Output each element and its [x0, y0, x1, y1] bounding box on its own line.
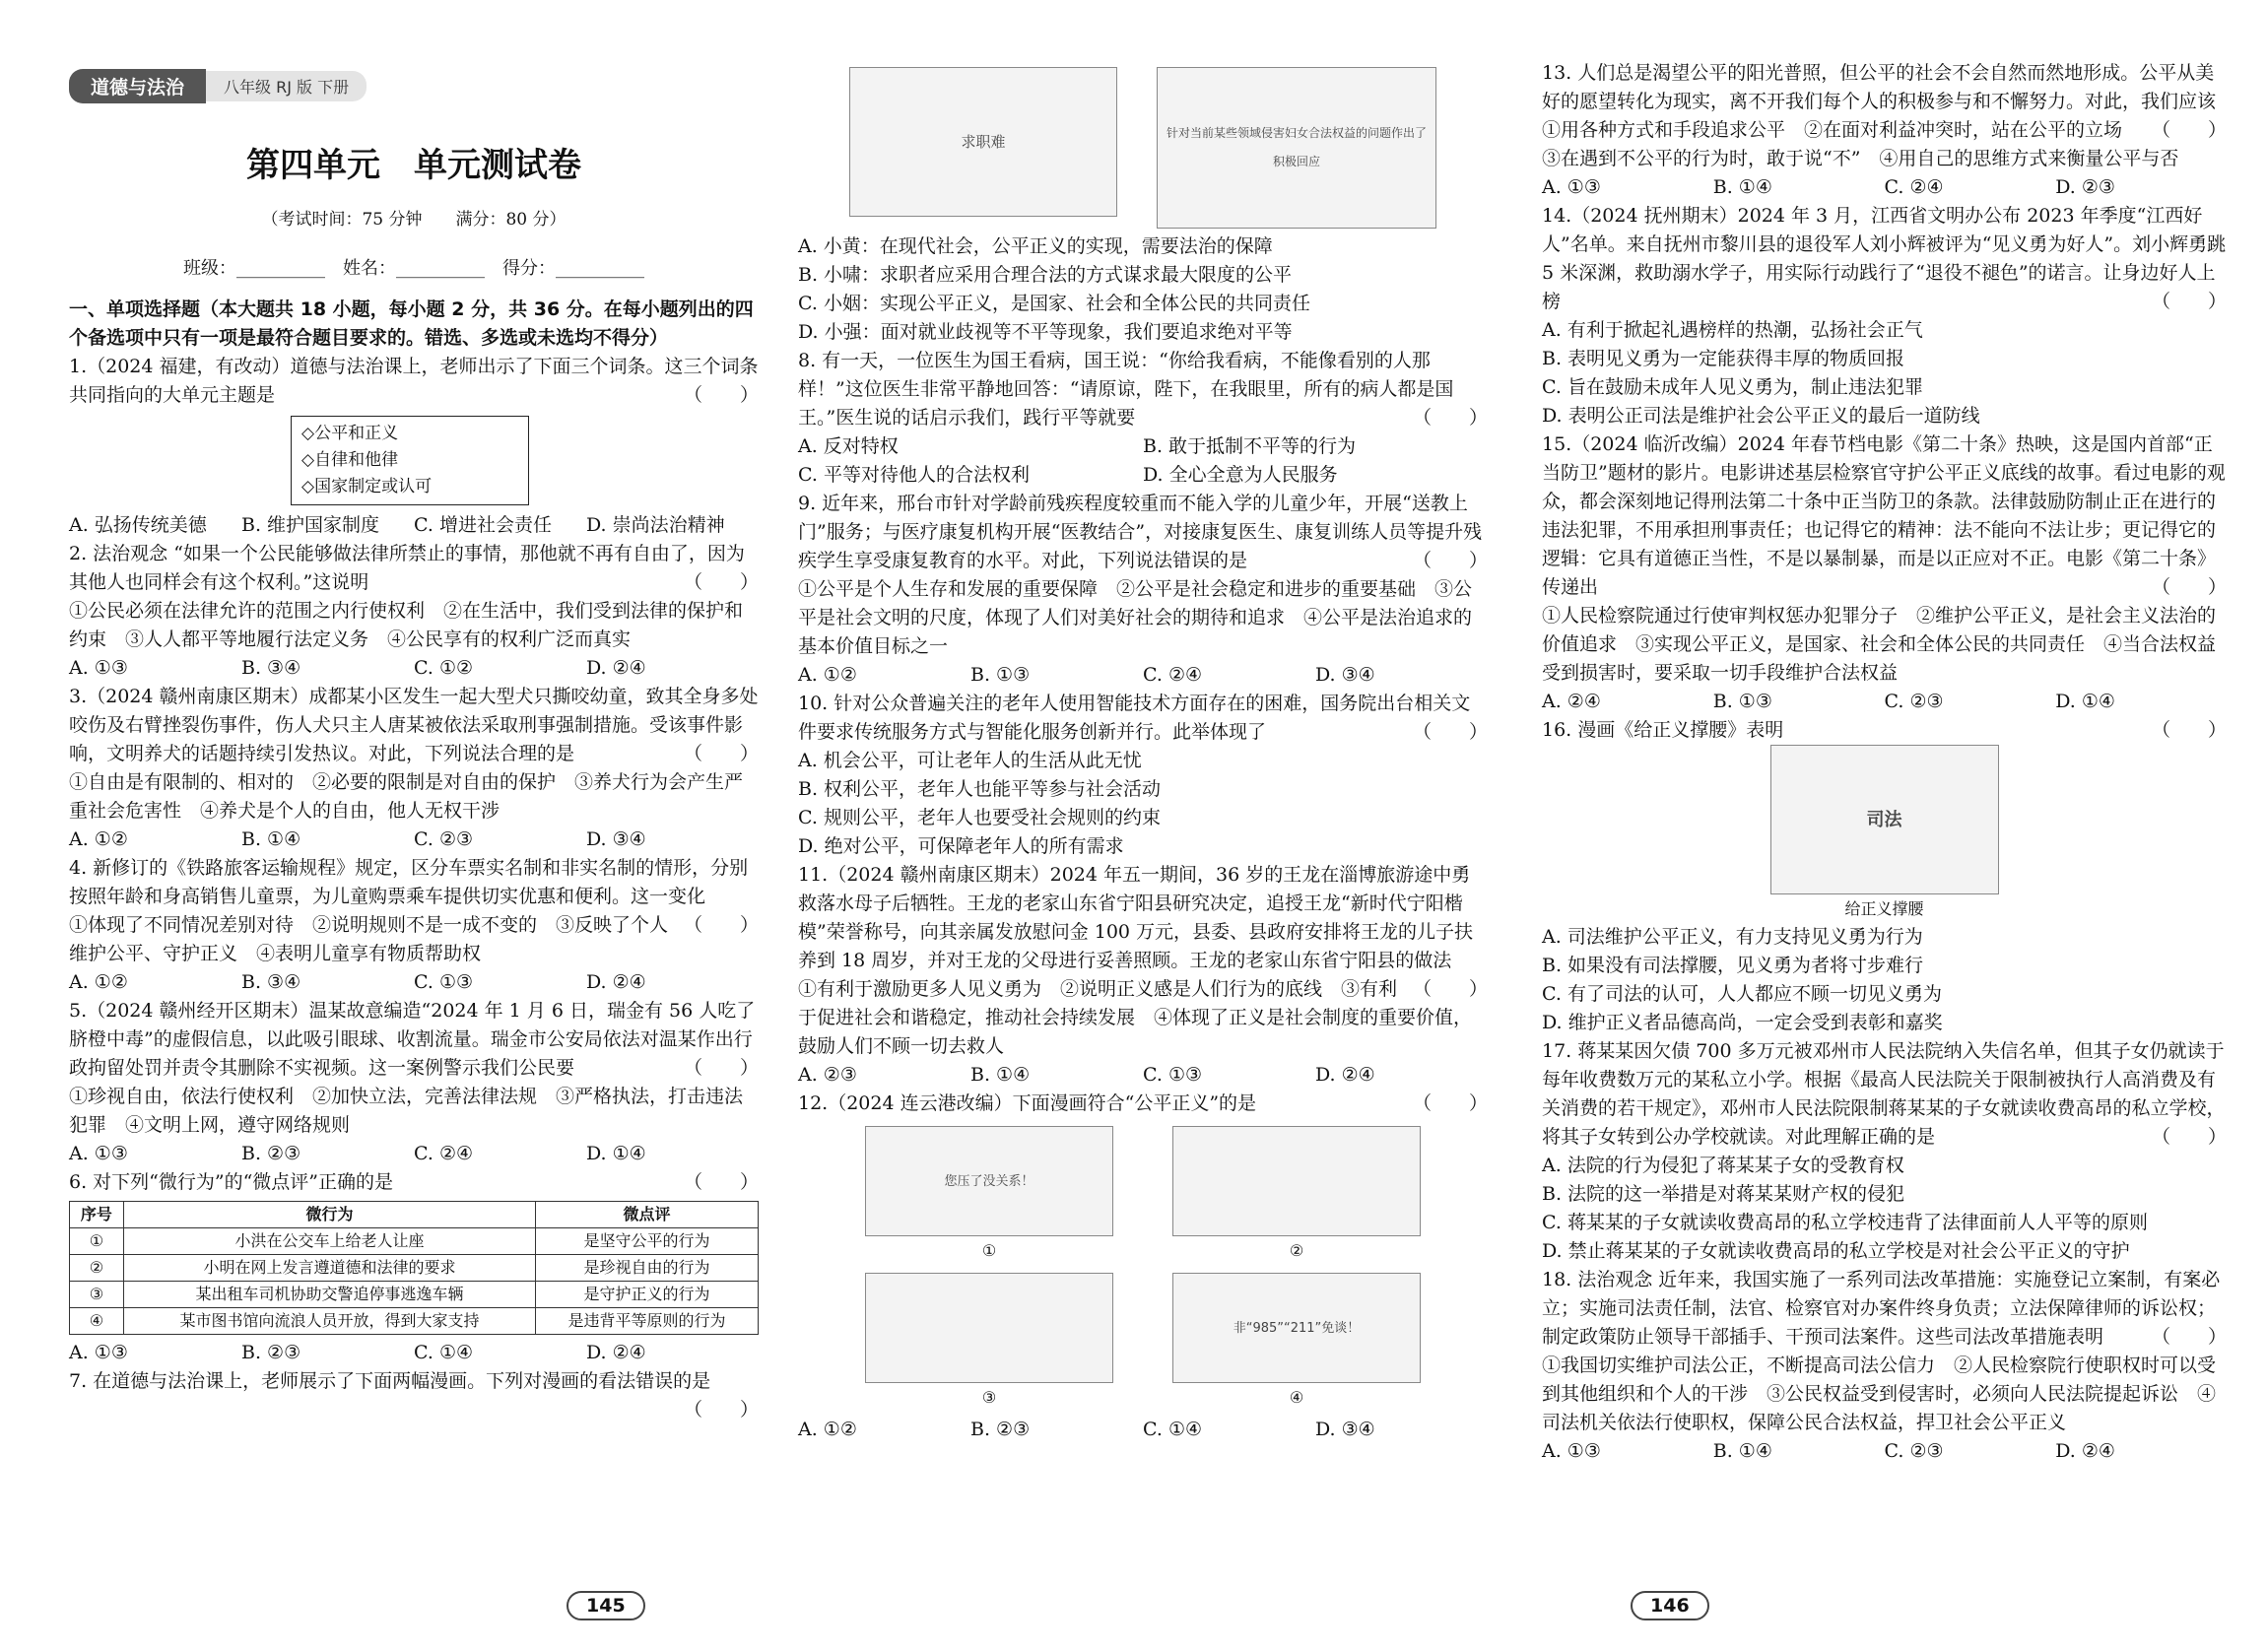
page-header: [69, 69, 367, 103]
q10-stem: 10. 针对公众普遍关注的老年人使用智能技术方面存在的困难，国务院出台相关文件要求传统服务方式与智能化服务创新并行。此举体现了: [798, 693, 1471, 743]
q18-stem: 18. 法治观念 近年来，我国实施了一系列司法改革措施：实施登记立案制，有案必立；实施司法责任制，法官、检察官对办案件终身负责；立法保障律师的诉讼权；制定政策防止领导干部插手、干预司法案件。这些司法改革措施表明: [1542, 1269, 2221, 1348]
option-d: D. 崇尚法治精神: [586, 514, 725, 536]
answer-paren: （ ）: [2151, 719, 2227, 741]
question-4: [69, 854, 759, 997]
option-a: A. ①③: [69, 657, 128, 679]
q15-stem: 15.（2024 临沂改编）2024 年春节档电影《第二十条》热映，这是国内首部“正当防卫”题材的影片。电影讲述基层检察官守护公平正义底线的故事。看过电影的观众，都会深刻地记得刑法第二十条中正当防卫的条款。法律鼓励防制止正在进行的违法犯罪，不用承担刑事责任；也记得它的精神：法不能向不法让步；更记得它的逻辑：它具有道德正当性，不是以暴制暴，而是以正应对不正。电影《第二十条》传递出: [1542, 433, 2226, 598]
table-cell: 小洪在公交车上给老人让座: [123, 1228, 535, 1255]
q1-stem: 1.（2024 福建，有改动）道德与法治课上，老师出示了下面三个词条。这三个词条共同指向的大单元主题是: [69, 356, 759, 406]
cartoon-label: 针对当前某些领域侵害妇女合法权益的问题作出了积极回应: [1166, 126, 1427, 168]
cartoon-2: [1172, 1126, 1421, 1236]
options: [69, 968, 759, 997]
question-15: [1542, 430, 2227, 716]
speech-bubble: 您压了没关系！: [944, 1173, 1034, 1189]
option-c: C. ②③: [1884, 691, 1944, 712]
option-a: A. ②④: [1542, 691, 1601, 712]
option-b: B. ③④: [241, 971, 301, 993]
answer-paren: （ ）: [2151, 576, 2227, 598]
question-16: [1542, 716, 2227, 1037]
option-d: D. 表明公正司法是维护社会公平正义的最后一道防线: [1542, 405, 1980, 427]
table-cell: ②: [70, 1255, 124, 1282]
q17-stem: 17. 蒋某某因欠债 700 多万元被邓州市人民法院纳入失信名单，但其子女仍就读于每年收费数万元的某私立小学。根据《最高人民法院关于限制被执行人高消费及有关消费的若干规定》，邓州市人民法院限制蒋某某的子女就读收费高昂的私立学校，将其子女转到公办学校就读。对此理解正确的是: [1542, 1040, 2226, 1148]
q9-items: ①公平是个人生存和发展的重要保障 ②公平是社会稳定和进步的重要基础 ③公平是社会文明的尺度，体现了人们对美好社会的期待和追求 ④公平是法治追求的基本价值目标之一: [798, 578, 1473, 657]
answer-paren: （ ）: [2151, 119, 2227, 141]
option-b: B. 权利公平，老年人也能平等参与社会活动: [798, 778, 1162, 800]
option-a: A. 司法维护公平正义，有力支持见义勇为行为: [1542, 926, 1923, 948]
cartoon-job-hunting: [849, 67, 1117, 217]
option-b: B. ①③: [970, 664, 1031, 686]
q12-stem: 12.（2024 连云港改编）下面漫画符合“公平正义”的是: [798, 1092, 1257, 1114]
option-d: D. ①④: [586, 1143, 646, 1164]
option-c: C. ①③: [1143, 1064, 1203, 1086]
option-a: A. ①②: [69, 828, 128, 850]
table-header: 微行为: [123, 1202, 535, 1228]
option-d: D. ②④: [1315, 1064, 1375, 1086]
q5-items: ①珍视自由，依法行使权利 ②加快立法，完善法律法规 ③严格执法，打击违法犯罪 ④文明上网，遵守网络规则: [69, 1086, 744, 1136]
question-10: [798, 690, 1488, 861]
cartoon-label: ②: [1289, 1241, 1304, 1260]
option-b: B. 法院的这一举措是对蒋某某财产权的侵犯: [1542, 1183, 1905, 1205]
cartoon-label: 司法: [1866, 809, 1902, 830]
option-a: A. ①②: [798, 1419, 857, 1440]
option-a: A. 法院的行为侵犯了蒋某某子女的受教育权: [1542, 1155, 1904, 1176]
options: [69, 654, 759, 683]
q9-stem: 9. 近年来，邢台市针对学龄前残疾程度较重而不能入学的儿童少年，开展“送教上门”服务；与医疗康复机构开展“医教结合”，对接康复医生、康复训练人员等提升残疾学生享受康复教育的水平。对此，下列说法错误的是: [798, 493, 1483, 571]
q15-items: ①人民检察院通过行使审判权惩办犯罪分子 ②维护公平正义，是社会主义法治的价值追求 ③实现公平正义，是国家、社会和全体公民的共同责任 ④当合法权益受到损害时，要采取一切手段维护合法权益: [1542, 605, 2217, 684]
subject-tag: 道德与法治: [69, 69, 206, 103]
answer-paren: （ ）: [683, 743, 759, 764]
answer-paren: （ ）: [683, 1057, 759, 1079]
option-c: C. 有了司法的认可，人人都应不顾一切见义勇为: [1542, 983, 1942, 1005]
answer-paren: （ ）: [1412, 407, 1488, 429]
q6-stem: 6. 对下列“微行为”的“微点评”正确的是: [69, 1171, 394, 1193]
option-d: D. 绝对公平，可保障老年人的所有需求: [798, 835, 1124, 857]
answer-paren: （ ）: [683, 384, 759, 406]
answer-paren: （ ）: [1412, 721, 1488, 743]
q12-cartoons-row1: [798, 1126, 1488, 1265]
q13-items: ①用各种方式和手段追求公平 ②在面对利益冲突时，站在公平的立场 ③在遇到不公平的行为时，敢于说“不” ④用自己的思维方式来衡量公平与否: [1542, 119, 2179, 169]
cartoon-label: ③: [981, 1388, 997, 1407]
q11-items: ①有利于激励更多人见义勇为 ②说明正义感是人们行为的底线 ③有利于促进社会和谐稳定，推动社会持续发展 ④体现了正义是社会制度的重要价值，鼓励人们不顾一切去救人: [798, 978, 1473, 1057]
option-d: D. ①④: [2055, 691, 2115, 712]
options: [1542, 688, 2227, 716]
answer-paren: （ ）: [683, 914, 759, 936]
option-d: D. ②④: [586, 1342, 646, 1363]
q3-stem: 3.（2024 赣州南康区期末）成都某小区发生一起大型犬只撕咬幼童，致其全身多处咬伤及右臂挫裂伤事件，伤人犬只主人唐某被依法采取刑事强制措施。受该事件影响，文明养犬的话题持续引发热议。对此，下列说法合理的是: [69, 686, 759, 764]
answer-paren: （ ）: [1412, 978, 1488, 1000]
options: [69, 1140, 759, 1168]
answer-paren: （ ）: [683, 1399, 759, 1421]
option-c: C. 增进社会责任: [414, 514, 552, 536]
question-13: [1542, 59, 2227, 202]
table-cell: 小明在网上发言遵道德和法律的要求: [123, 1255, 535, 1282]
question-11: [798, 861, 1488, 1090]
cartoon-label: 求职难: [961, 132, 1006, 151]
cartoon-1: [865, 1126, 1113, 1236]
option-b: B. ②③: [970, 1419, 1031, 1440]
q16-stem: 16. 漫画《给正义撑腰》表明: [1542, 719, 1784, 741]
option-b: B. ②③: [241, 1143, 301, 1164]
option-c: C. ②④: [414, 1143, 474, 1164]
grade-label: 八年级 RJ 版 下册: [206, 71, 367, 101]
q14-stem: 14.（2024 抚州期末）2024 年 3 月，江西省文明办公布 2023 年季度“江西好人”名单。来自抚州市黎川县的退役军人刘小辉被评为“见义勇为好人”。刘小辉勇跳 5 米深渊，救助溺水学子，用实际行动践行了“退役不褪色”的诺言。让身边好人上榜: [1542, 205, 2227, 312]
column-middle: [798, 59, 1488, 1444]
option-b: B. 敢于抵制不平等的行为: [1143, 435, 1357, 457]
option-d: D. 维护正义者品德高尚，一定会受到表彰和嘉奖: [1542, 1012, 1943, 1033]
answer-paren: （ ）: [2151, 291, 2227, 312]
term-item: ◇自律和他律: [301, 450, 399, 470]
option-c: C. ②③: [414, 828, 474, 850]
q18-items: ①我国切实维护司法公正，不断提高司法公信力 ②人民检察院行使职权时可以受到其他组织和个人的干涉 ③公民权益受到侵害时，必须向人民法院提起诉讼 ④司法机关依法行使职权，保障公民合法权益，捍卫社会公平正义: [1542, 1355, 2217, 1433]
option-b: B. 表明见义勇为一定能获得丰厚的物质回报: [1542, 348, 1905, 369]
option-a: A. ①③: [1542, 176, 1601, 198]
table-cell: ①: [70, 1228, 124, 1255]
student-info-line: 班级：__________ 姓名：__________ 得分：__________: [183, 258, 644, 279]
option-d: D. ③④: [586, 828, 646, 850]
option-d: D. 全心全意为人民服务: [1143, 464, 1338, 486]
option-a: A. ①③: [69, 1143, 128, 1164]
table-row: [70, 1308, 759, 1335]
option-d: D. ②④: [586, 971, 646, 993]
option-c: C. 旨在鼓励未成年人见义勇为，制止违法犯罪: [1542, 376, 1923, 398]
option-a: A. 小黄：在现代社会，公平正义的实现，需要法治的保障: [798, 235, 1273, 257]
question-3: [69, 683, 759, 854]
option-b: B. ①④: [241, 828, 301, 850]
cartoon-caption: 给正义撑腰: [1844, 899, 1924, 918]
answer-paren: （ ）: [1412, 1092, 1488, 1114]
q7-stem: 7. 在道德与法治课上，老师展示了下面两幅漫画。下列对漫画的看法错误的是: [69, 1370, 711, 1392]
option-d: D. ②④: [2055, 1440, 2115, 1462]
question-2: [69, 540, 759, 683]
option-a: A. ②③: [798, 1064, 857, 1086]
table-cell: ④: [70, 1308, 124, 1335]
answer-paren: （ ）: [2151, 1126, 2227, 1148]
options: [1542, 173, 2227, 202]
option-b: B. ①③: [1712, 691, 1772, 712]
exam-info: （考试时间：75 分钟 满分：80 分）: [261, 210, 567, 230]
answer-paren: （ ）: [683, 1171, 759, 1193]
question-12: [798, 1090, 1488, 1444]
option-a: A. ①②: [798, 664, 857, 686]
q4-stem: 4. 新修订的《铁路旅客运输规程》规定，区分车票实名制和非实名制的情形，分别按照年龄和身高销售儿童票，为儿童购票乘车提供切实优惠和便利。这一变化: [69, 857, 749, 907]
options: [798, 1061, 1488, 1090]
q12-cartoons-row2: [798, 1273, 1488, 1412]
option-c: C. ①②: [414, 657, 474, 679]
option-c: C. 蒋某某的子女就读收费高昂的私立学校违背了法律面前人人平等的原则: [1542, 1212, 2148, 1233]
speech-bubble: 非“985”“211”免谈！: [1233, 1320, 1361, 1336]
q13-stem: 13. 人们总是渴望公平的阳光普照，但公平的社会不会自然而然地形成。公平从美好的愿望转化为现实，离不开我们每个人的积极参与和不懈努力。对此，我们应该: [1542, 62, 2217, 112]
option-b: B. ①④: [970, 1064, 1031, 1086]
option-c: C. 规则公平，老年人也要受社会规则的约束: [798, 807, 1161, 828]
term-item: ◇国家制定或认可: [301, 477, 433, 496]
option-a: A. ①③: [69, 1342, 128, 1363]
q5-stem: 5.（2024 赣州经开区期末）温某故意编造“2024 年 1 月 6 日，瑞金有 56 人吃了脐橙中毒”的虚假信息，以此吸引眼球、收割流量。瑞金市公安局依法对温某作出行政拘留处罚并责令其删除不实视频。这一案例警示我们公民要: [69, 1000, 756, 1079]
answer-paren: （ ）: [683, 571, 759, 593]
option-d: D. 禁止蒋某某的子女就读收费高昂的私立学校是对社会公平正义的守护: [1542, 1240, 2130, 1262]
table-cell: ③: [70, 1282, 124, 1308]
question-9: [798, 490, 1488, 690]
option-d: D. ②④: [586, 657, 646, 679]
question-5: [69, 997, 759, 1168]
option-c: C. ①④: [1143, 1419, 1203, 1440]
cartoon-4: [1172, 1273, 1421, 1383]
cartoon-justice: [1770, 745, 1999, 894]
table-cell: 是珍视自由的行为: [536, 1255, 759, 1282]
cartoon-3: [865, 1273, 1113, 1383]
option-a: A. 弘扬传统美德: [69, 514, 207, 536]
option-c: C. ①④: [414, 1342, 474, 1363]
options: [69, 1339, 759, 1367]
option-c: C. 平等对待他人的合法权利: [798, 464, 1030, 486]
question-17: [1542, 1037, 2227, 1266]
section-heading: 一、单项选择题（本大题共 18 小题，每小题 2 分，共 36 分。在每小题列出的四个备选项中只有一项是最符合题目要求的。错选、多选或未选均不得分）: [69, 298, 754, 349]
table-cell: 某市图书馆向流浪人员开放，得到大家支持: [123, 1308, 535, 1335]
option-b: B. ③④: [241, 657, 301, 679]
question-8: [798, 347, 1488, 490]
option-b: B. 维护国家制度: [241, 514, 380, 536]
option-a: A. 反对特权: [798, 435, 899, 457]
table-header: 微点评: [536, 1202, 759, 1228]
option-b: B. ②③: [241, 1342, 301, 1363]
question-18: [1542, 1266, 2227, 1466]
option-c: C. ②④: [1884, 176, 1944, 198]
term-box: [291, 416, 529, 505]
option-d: D. ②③: [2055, 176, 2115, 198]
behavior-table: [69, 1201, 759, 1335]
options: [798, 1416, 1488, 1444]
table-cell: 是守护正义的行为: [536, 1282, 759, 1308]
option-b: B. ①④: [1712, 176, 1772, 198]
table-cell: 某出租车司机协助交警追停事逃逸车辆: [123, 1282, 535, 1308]
column-right: [1542, 59, 2227, 1466]
option-d: D. ③④: [1315, 1419, 1375, 1440]
options: [69, 826, 759, 854]
question-1: [69, 353, 759, 540]
options: [69, 511, 759, 540]
column-left: [69, 296, 759, 1424]
cartoon-women-rights: [1157, 67, 1436, 229]
table-row: [70, 1255, 759, 1282]
page-number-right: 146: [1631, 1591, 1709, 1620]
page-title: 第四单元 单元测试卷: [246, 146, 581, 185]
question-6: [69, 1168, 759, 1367]
question-14: [1542, 202, 2227, 430]
q7-cartoons: [798, 67, 1488, 229]
table-cell: 是违背平等原则的行为: [536, 1308, 759, 1335]
q3-items: ①自由是有限制的、相对的 ②必要的限制是对自由的保护 ③养犬行为会产生严重社会危害性 ④养犬是个人的自由，他人无权干涉: [69, 771, 744, 822]
q4-items: ①体现了不同情况差别对待 ②说明规则不是一成不变的 ③反映了个人维护公平、守护正义 ④表明儿童享有物质帮助权: [69, 914, 669, 964]
option-b: B. 如果没有司法撑腰，见义勇为者将寸步难行: [1542, 955, 1924, 976]
answer-paren: （ ）: [2151, 1326, 2227, 1348]
option-a: A. 有利于掀起礼遇榜样的热潮，弘扬社会正气: [1542, 319, 1923, 341]
table-row: [70, 1282, 759, 1308]
option-c: C. ②③: [1884, 1440, 1944, 1462]
term-item: ◇公平和正义: [301, 424, 399, 443]
q11-stem: 11.（2024 赣州南康区期末）2024 年五一期间，36 岁的王龙在淄博旅游途中勇救落水母子后牺牲。王龙的老家山东省宁阳县研究决定，追授王龙“新时代宁阳楷模”荣誉称号，向其亲属发放慰问金 100 万元，县委、县政府安排将王龙的儿子扶养到 18 周岁，并对王龙的父母进行妥善照顾。王龙的老家山东省宁阳县的做法: [798, 864, 1474, 971]
option-b: B. 小啸：求职者应采用合理合法的方式谋求最大限度的公平: [798, 264, 1293, 286]
option-b: B. ①④: [1712, 1440, 1772, 1462]
option-c: C. ②④: [1143, 664, 1203, 686]
options: [798, 661, 1488, 690]
option-c: C. 小姻：实现公平正义，是国家、社会和全体公民的共同责任: [798, 293, 1310, 314]
option-d: D. 小强：面对就业歧视等不平等现象，我们要追求绝对平等: [798, 321, 1293, 343]
table-row: [70, 1228, 759, 1255]
q2-items: ①公民必须在法律允许的范围之内行使权利 ②在生活中，我们受到法律的保护和约束 ③人人都平等地履行法定义务 ④公民享有的权利广泛而真实: [69, 600, 744, 650]
question-7: [69, 1367, 759, 1421]
options: [1542, 1437, 2227, 1466]
option-d: D. ③④: [1315, 664, 1375, 686]
table-cell: 是坚守公平的行为: [536, 1228, 759, 1255]
table-header: 序号: [70, 1202, 124, 1228]
page-number-left: 145: [567, 1591, 645, 1620]
cartoon-label: ①: [981, 1241, 997, 1260]
answer-paren: （ ）: [1412, 550, 1488, 571]
q8-stem: 8. 有一天，一位医生为国王看病，国王说：“你给我看病，不能像看别的人那样！”这位医生非常平静地回答：“请原谅，陛下，在我眼里，所有的病人都是国王。”医生说的话启示我们，践行平等就要: [798, 350, 1454, 429]
option-a: A. ①③: [1542, 1440, 1601, 1462]
cartoon-label: ④: [1289, 1388, 1304, 1407]
option-a: A. ①②: [69, 971, 128, 993]
option-a: A. 机会公平，可让老年人的生活从此无忧: [798, 750, 1142, 771]
q2-stem: 2. 法治观念 “如果一个公民能够做法律所禁止的事情，那他就不再有自由了，因为其他人也同样会有这个权利。”这说明: [69, 543, 745, 593]
option-c: C. ①③: [414, 971, 474, 993]
